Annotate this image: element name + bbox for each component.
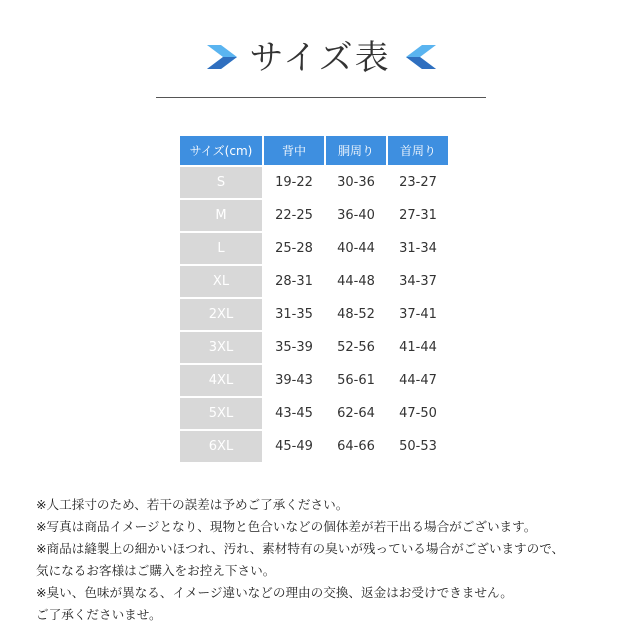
- chevron-left-icon: [404, 44, 438, 70]
- table-row: [180, 200, 448, 231]
- column-header-back: 背中: [264, 136, 324, 165]
- back-cell: 25-28: [275, 241, 313, 256]
- table-header-row: [180, 136, 448, 165]
- table-row: [180, 431, 448, 462]
- back-cell: 39-43: [275, 373, 313, 388]
- size-cell: 5XL: [180, 398, 262, 429]
- back-cell: 35-39: [275, 340, 313, 355]
- size-cell: 6XL: [180, 431, 262, 462]
- size-cell: L: [180, 233, 262, 264]
- page-title: サイズ表: [249, 38, 391, 78]
- waist-cell: 30-36: [337, 175, 375, 190]
- size-cell: S: [180, 167, 262, 198]
- neck-cell: 47-50: [399, 406, 437, 421]
- back-cell: 19-22: [275, 175, 313, 190]
- waist-cell: 44-48: [337, 274, 375, 289]
- neck-cell: 50-53: [399, 439, 437, 454]
- waist-cell: 62-64: [337, 406, 375, 421]
- table-row: [180, 332, 448, 363]
- size-table: [178, 134, 450, 464]
- note-line: ※商品は縫製上の細かいほつれ、汚れ、素材特有の臭いが残っている場合がございますので、: [36, 541, 565, 556]
- back-cell: 43-45: [275, 406, 313, 421]
- size-cell: 3XL: [180, 332, 262, 363]
- back-cell: 31-35: [275, 307, 313, 322]
- waist-cell: 52-56: [337, 340, 375, 355]
- neck-cell: 31-34: [399, 241, 437, 256]
- waist-cell: 36-40: [337, 208, 375, 223]
- table-row: [180, 233, 448, 264]
- note-line: ※臭い、色味が異なる、イメージ違いなどの理由の交換、返金はお受けできません。: [36, 585, 513, 600]
- neck-cell: 44-47: [399, 373, 437, 388]
- note-line: ※写真は商品イメージとなり、現物と色合いなどの個体差が若干出る場合がございます。: [36, 519, 537, 534]
- back-cell: 22-25: [275, 208, 313, 223]
- title-divider: [156, 97, 486, 98]
- table-row: [180, 266, 448, 297]
- back-cell: 28-31: [275, 274, 313, 289]
- note-line: 気になるお客様はご購入をお控え下さい。: [36, 563, 276, 578]
- size-cell: 2XL: [180, 299, 262, 330]
- waist-cell: 64-66: [337, 439, 375, 454]
- note-line: ※人工採寸のため、若干の誤差は予めご了承ください。: [36, 497, 349, 512]
- column-header-size: サイズ(cm): [180, 136, 262, 165]
- table-row: [180, 299, 448, 330]
- column-header-waist: 胴周り: [326, 136, 386, 165]
- title-area: [0, 36, 640, 82]
- size-cell: 4XL: [180, 365, 262, 396]
- neck-cell: 34-37: [399, 274, 437, 289]
- waist-cell: 48-52: [337, 307, 375, 322]
- back-cell: 45-49: [275, 439, 313, 454]
- column-header-neck: 首周り: [388, 136, 448, 165]
- waist-cell: 40-44: [337, 241, 375, 256]
- neck-cell: 27-31: [399, 208, 437, 223]
- notes-section: [36, 494, 626, 626]
- size-cell: XL: [180, 266, 262, 297]
- neck-cell: 41-44: [399, 340, 437, 355]
- table-row: [180, 398, 448, 429]
- table-row: [180, 365, 448, 396]
- note-line: ご了承くださいませ。: [36, 607, 162, 622]
- neck-cell: 37-41: [399, 307, 437, 322]
- neck-cell: 23-27: [399, 175, 437, 190]
- size-cell: M: [180, 200, 262, 231]
- waist-cell: 56-61: [337, 373, 375, 388]
- table-row: [180, 167, 448, 198]
